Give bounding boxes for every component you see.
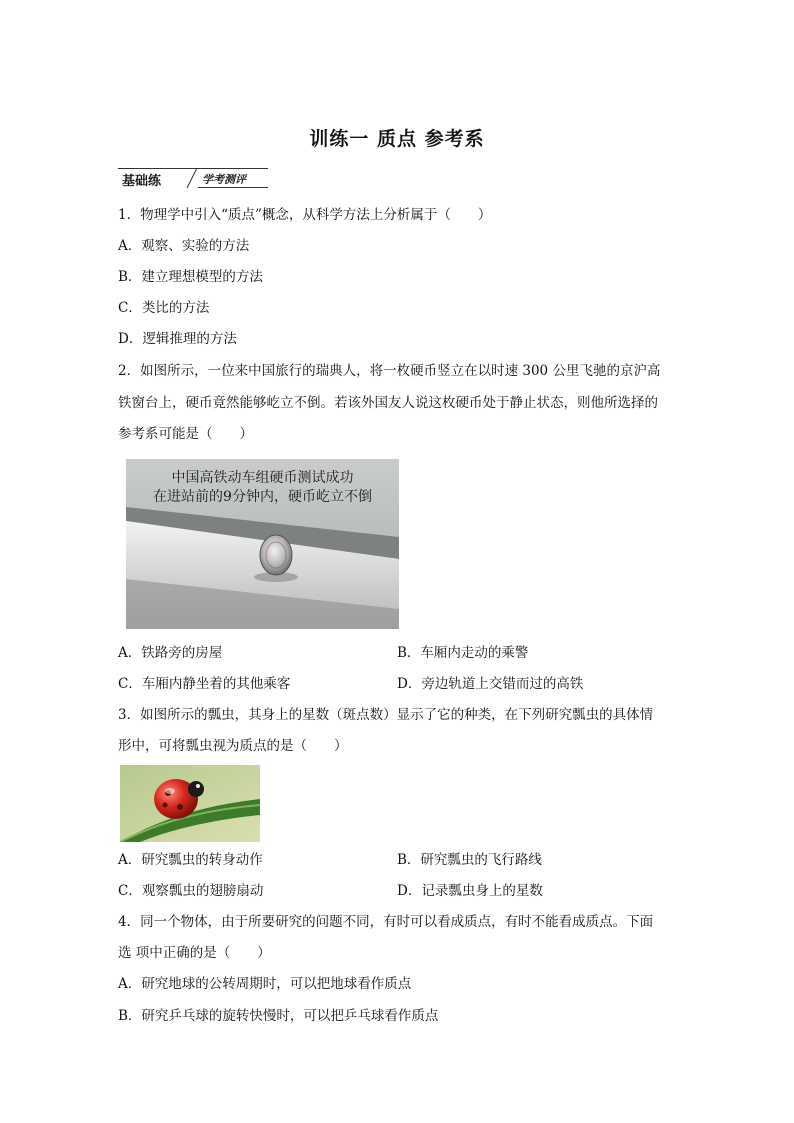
q1-option-b: B．建立理想模型的方法 bbox=[118, 269, 263, 285]
q2-option-d: D．旁边轨道上交错而过的高铁 bbox=[397, 676, 584, 692]
section-label: 基础练 bbox=[122, 174, 162, 189]
q4-option-a: A．研究地球的公转周期时，可以把地球看作质点 bbox=[118, 976, 412, 992]
q2-stem-line-1: 2．如图所示，一位来中国旅行的瑞典人，将一枚硬币竖立在以时速 300 公里飞驰的京沪高 bbox=[118, 363, 661, 379]
q1-option-c: C．类比的方法 bbox=[118, 300, 210, 316]
q4-stem-line-1: 4．同一个物体，由于所要研究的问题不同，有时可以看成质点，有时不能看成质点。下面 bbox=[118, 914, 654, 930]
q3-option-a: A．研究瓢虫的转身动作 bbox=[118, 852, 263, 868]
q3-option-b: B．研究瓢虫的飞行路线 bbox=[397, 852, 542, 868]
photo-caption-line-1: 中国高铁动车组硬币测试成功 bbox=[171, 470, 354, 486]
q3-stem-line-1: 3．如图所示的瓢虫，其身上的星数（斑点数）显示了它的种类，在下列研究瓢虫的具体情 bbox=[118, 707, 654, 723]
q1-option-a: A．观察、实验的方法 bbox=[118, 238, 250, 254]
q2-option-c: C．车厢内静坐着的其他乘客 bbox=[118, 676, 291, 692]
q3-option-d: D．记录瓢虫身上的星数 bbox=[397, 883, 543, 899]
q4-stem-line-2: 选 项中正确的是（ ） bbox=[118, 945, 271, 961]
q2-stem-line-3: 参考系可能是（ ） bbox=[118, 426, 253, 442]
q4-option-b: B．研究乒乓球的旋转快慢时，可以把乒乓球看作质点 bbox=[118, 1008, 439, 1024]
q3-stem-line-2: 形中，可将瓢虫视为质点的是（ ） bbox=[118, 738, 348, 754]
train-coin-photo bbox=[126, 459, 399, 629]
q2-option-a: A．铁路旁的房屋 bbox=[118, 645, 223, 661]
q1-option-d: D．逻辑推理的方法 bbox=[118, 331, 237, 347]
section-tag bbox=[118, 166, 268, 190]
q1-stem: 1．物理学中引入“质点”概念，从科学方法上分析属于（ ） bbox=[118, 207, 492, 223]
q2-stem-line-2: 铁窗台上，硬币竟然能够屹立不倒。若该外国友人说这枚硬币处于静止状态，则他所选择的 bbox=[118, 395, 658, 411]
page-title: 训练一 质点 参考系 bbox=[309, 128, 485, 150]
section-sublabel: 学考测评 bbox=[202, 173, 246, 186]
section-divider-icon bbox=[186, 168, 198, 188]
ladybug-photo bbox=[120, 765, 260, 842]
q3-option-c: C．观察瓢虫的翅膀扇动 bbox=[118, 883, 264, 899]
photo-caption-line-2: 在进站前的9分钟内，硬币屹立不倒 bbox=[153, 489, 372, 505]
section-tag-underline bbox=[198, 187, 268, 188]
q2-option-b: B．车厢内走动的乘警 bbox=[397, 645, 529, 661]
